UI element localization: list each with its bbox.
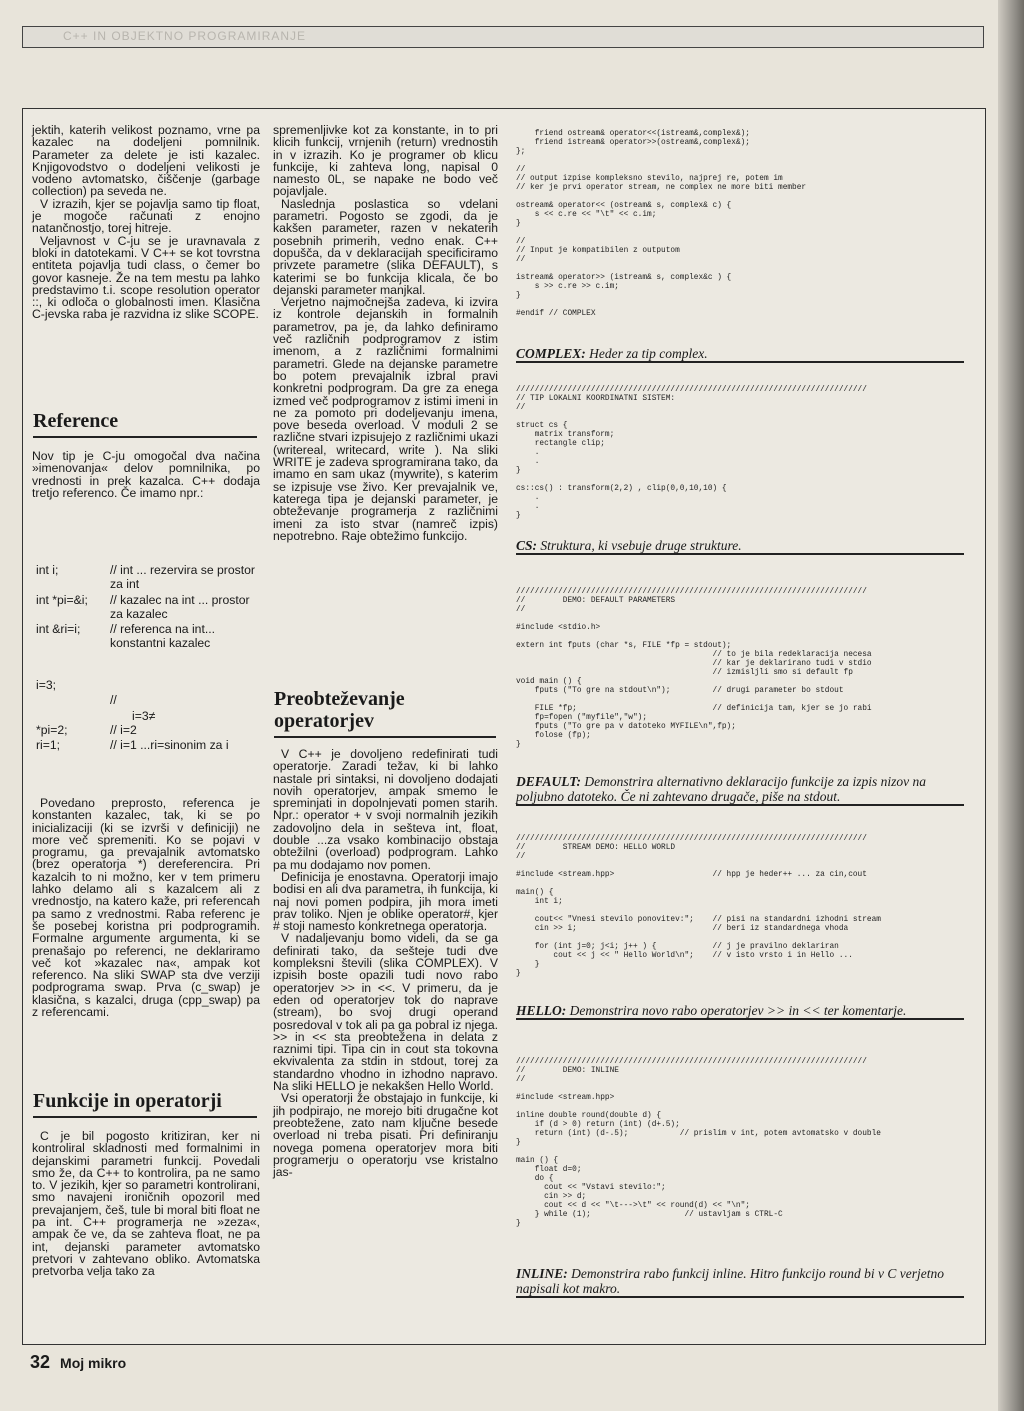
preob-body [273,748,498,1178]
caption-label: DEFAULT: [516,774,582,789]
paragraph: V izrazih, kjer se pojavlja samo tip float, je mogoče računati z enojno natančnostjo, torej hitreje. [32,196,260,236]
code-comment: // [110,693,117,707]
reference-body [32,797,260,1018]
caption-label: COMPLEX: [516,346,586,361]
code-comment: i=3≠ [132,709,156,723]
heading-funkcije: Funkcije in operatorji [33,1090,257,1118]
caption-text: Demonstrira alternativno deklaracijo funkcije za izpis nizov na poljubno datoteko. Če ni zahtevano drugače, piše na stdout. [516,774,926,804]
code-line: *pi=2; [36,723,68,737]
code-comment: // referenca na int... konstantni kazalec [110,622,216,650]
code-listing-cs: /////////////////////////////////////////////////////////////////////////// // TIP LOKALNI KOORDINATNI SISTEM: // struct cs { matrix transform; rectangle clip; . . } cs::cs() : transform(2,2) , clip(0,0,10,10) { . . } [516,386,867,520]
code-line: i=3; [36,678,56,692]
paragraph: V C++ je dovoljeno redefinirati tudi operatorje. Zaradi težav, ki bi lahko nastale pri sintaksi, ni dovoljeno dodajati novih operatorjev, ampak smemo le spreminjati in dopolnjevati pomen starih. Npr.: operator + v svoji normalnih jezikih zadovoljno dela in seštevа int, float, double ...za vsako kombinacijo obstaja obtežilni (overload) podprogram. Lahko pa mu dodajamo nov pomen. [273,747,498,872]
paragraph: Naslednja poslastica so vdelani parametri. Pogosto se zgodi, da je kakšen parameter, razen v nekaterih posebnih primerih, vedno enak. C++ dopušča, da v deklaracijah specificiramo privzete parametre (slika DEFAULT), s katerimi se bo funkcija klicala, če bo dejanski parameter manjkal. [273,196,498,297]
paragraph: Povedano preprosto, referenca je konstanten kazalec, tak, ki se po inicializaciji (ki se izvrši v definiciji) ne more več spremeniti. Ko se pojavi v programu, ga prevajalnik avtomatsko (brez operatorja *) dereferencira. Pri kazalcih to ni možno, ker v tem primeru lahko delamo ali s kazalcem ali z vrednostjo, na katero kaže, pri referencah pa samo z vrednostmi. Raba referenc je še posebej koristna pri podprogramih. Formalne argumente argumenta, ki se prenašajo po referenci, ne deklariramo več kot »kazalec na«, ampak kot referenco. Na sliki SWAP sta dve verziji podprograma swap. Prva (c_swap) je klasična, s kazalci, druga (cpp_swap) pa z referencami. [32,796,260,1020]
code-listing-default: /////////////////////////////////////////////////////////////////////////// // DEMO: DEFAULT PARAMETERS // #include <stdio.h> extern int fputs (char *s, FILE *fp = stdout); // to je bila redeklaracija necesa // kar je deklarirano tudi v stdio // izmisljli smo si default fp void main () { fputs ("To gre na stdout\n"); // drugi parameter bo stdout FILE *fp; // definicija tam, kjer se jo rabi fp=fopen ("myfile","w"); fputs ("To gre pa v datoteko MYFILE\n",fp); folose (fp); } [516,588,872,749]
paragraph: Verjetno najmočnejša zadeva, ki izvira iz kontrole dejanskih in formalnih parametrov, pa je, da lahko definiramo več različnih podprogramov z istim imenom, a z različnimi formalnimi parametri. Glede na dejanske parametre bo potem prevajalnik izbral pravi konkretni podprogram. Da gre za enega izmed več podprogramov z istimi imeni in ne za pomoto pri dodeljevanju imena, pove beseda overload. V moduli 2 se različne stvari izpisujejo z različnimi ukazi (writereal, writecard, write ). Na sliki WRITE je zadeva sprogramirana tako, da imamo en sam ukaz (mywrite), s katerim se izpisuje vse živo. Ker prevajalnik ve, katerega tipa je dejanski parameter, je obteževanje programerja z različnimi imeni za isto stvar (namreč izpis) nepotrebno. Raje obtežimo funkcijo. [273,295,498,543]
caption-complex [516,346,964,363]
paragraph: Definicija je enostavna. Operatorji imajo bodisi en ali dva parametra, ih funkcija, ki naj novi pomen podpira, jih mora imeti prav toliko. Njen je oblike operator#, kjer # stoji namesto konkretnega operatorja. [273,869,498,934]
code-listing-hello: /////////////////////////////////////////////////////////////////////////// // STREAM DEMO: HELLO WORLD // #include <stream.hpp> // hpp je heder++ ... za cin,cout main() { int i; cout<< "Vnesi stevilo ponovitev:"; // pisi na standardni izhodni stream cin >> i; // beri iz standardnega vhoda for (int j=0; j<i; j++ ) { // j je pravilno deklariran cout << j << " Hello World\n"; // v isto vrsto i in Hello ... } } [516,835,881,978]
code-comment: // i=1 ...ri=sinonim za i [110,738,229,752]
caption-label: HELLO: [516,1003,567,1018]
heading-preobtezevanje: Preobteževanje operatorjev [274,688,496,738]
heading-funkcije-block [33,1090,257,1118]
paragraph: spremenljivke kot za konstante, in to pri klicih funkcij, vrnjenih (return) vrednostih in v izrazih. Ko je programer ob klicu funkcije, ki zahteva long, napisal 0 namesto 0L, se napake ne bodo več pojavljale. [273,123,498,199]
paragraph: Nov tip je C-ju omogočal dva načina »imenovanja« delov pomnilnika, po vrednosti in prek kazalca. C++ dodaja tretjo referenco. Če imamo npr.: [32,449,260,500]
caption-text: Demonstrira rabo funkcij inline. Hitro funkcijo round bi v C verjetno napisali kot makro. [516,1266,944,1296]
page-footer [30,1352,126,1373]
code-comment: // int ... rezervira se prostor za int [110,563,255,591]
code-comment: // i=2 [110,723,137,737]
caption-default [516,774,964,806]
heading-reference: Reference [33,410,257,438]
paragraph: V nadaljevanju bomo videli, da se ga definirati tako, da sešteje tudi dve kompleksni števili (slika COMPLEX). V izpisih boste opazili tudi novo rabo operatorjev >> in <<. V primeru, da je eden od operatorjev tok do naprave (stream), bo svoj drugi operand posredoval v tok ali pa ga pobral iz njega. >> in << sta preobtežena in delata z raznimi tipi. Tipa cin in cout sta tokovna ekvivalenta za stdin in stdout, torej za standardno vhodno in izhodno napravo. Na sliki HELLO je nekakšen Hello World. [273,931,498,1094]
caption-text: Struktura, ki vsebuje druge strukture. [537,538,742,553]
code-line: int i; [36,563,59,577]
code-line: int &ri=i; [36,622,81,636]
heading-preob-block [274,688,496,738]
caption-text: Heder za tip complex. [585,346,708,361]
caption-cs [516,538,964,555]
code-line: ri=1; [36,738,61,752]
header-ghost-text: C++ IN OBJEKTNO PROGRAMIRANJE [63,29,307,43]
code-listing-inline: /////////////////////////////////////////////////////////////////////////// // DEMO: INLINE // #include <stream.hpp> inline double round(double d) { if (d > 0) return (int) (d+.5); return (int) (d-.5); // prislim v int, potem avtomatsko v double } main () { float d=0; do { cout << "Vstavi stevilo:"; cin >> d; cout << d << "\t--->\t" << round(d) << "\n"; } while (1); // ustavljam s CTRL-C } [516,1058,881,1228]
column-1 [32,124,260,321]
code-listing-complex: friend ostream& operator<<(istream&,complex&); friend istream& operator>>(ostream&,complex&); }; // // output izpise kompleksno stevilo, najprej re, potem im // ker je prvi operator stream, ne complex ne more biti member ostream& operator<< (ostream& s, complex& c) { s << c.re << "\t" << c.im; } // // Input je kompatibilen z outputom // istream& operator>> (istream& s, complex&c ) { s >> c.re >> c.im; } #endif // COMPLEX [516,130,807,318]
magazine-name: Moj mikro [60,1355,127,1371]
paragraph: C je bil pogosto kritiziran, ker ni kontroliral skladnosti med formalnimi in dejanskimi parametri funkcij. Povedali smo že, da C++ to kontrolira, pa ne samo to. V jezikih, kjer so parametri kontrolirani, smo navajeni ironičnih opozoril med prevajanjem, češ, tule bi moral biti float ne pa int. C++ programerja ne »zeza«, ampak če ve, da se zahteva float, ne pa int, dejanski parameter avtomatsko pretvori v zahtevano obliko. Avtomatska pretvorba velja tako za [32,1129,260,1279]
reference-intro [32,450,260,499]
paragraph: Veljavnost v C-ju se je uravnavala z bloki in datotekami. V C++ se kot tovrstna entiteta pojavlja tudi class, o čemer bo govor kasneje. Že na tem mestu pa lahko predstavimo t.i. scope resolution operator ::, ki odloča o globalnosti imen. Klasična C-jevska raba je razvidna iz slike SCOPE. [32,233,260,322]
page-number: 32 [30,1352,51,1372]
code-comment: // kazalec na int ... prostor za kazalec [110,593,250,621]
top-banner [22,26,984,48]
paragraph: jektih, katerih velikost poznamo, vrne pa kazalec na dodeljeni pomnilnik. Parameter za delete je isti kazalec. Knjigovodstvo o dodeljeni velikosti je vodeno avtomatsko, čiščenje (garbage collection) pa seveda ne. [32,123,260,199]
heading-reference-block [33,410,257,438]
code-line: int *pi=&i; [36,593,88,607]
caption-label: CS: [516,538,538,553]
funkcije-body [32,1130,260,1278]
caption-label: INLINE: [516,1266,568,1281]
page-edge-shadow [998,0,1024,1411]
paragraph: Vsi operatorji že obstajajo in funkcije, ki jih podpirajo, ne morejo biti drugačne kot preobtežene, zato nam ključne besede overload ni treba pisati. Pri definiranju novega pomena operatorjev mora biti programerju o operatorju vse kristalno jas- [273,1091,498,1180]
caption-text: Demonstrira novo rabo operatorjev >> in << ter komentarje. [566,1003,907,1018]
caption-hello [516,1003,964,1020]
column-2 [273,124,498,542]
caption-inline [516,1266,964,1298]
